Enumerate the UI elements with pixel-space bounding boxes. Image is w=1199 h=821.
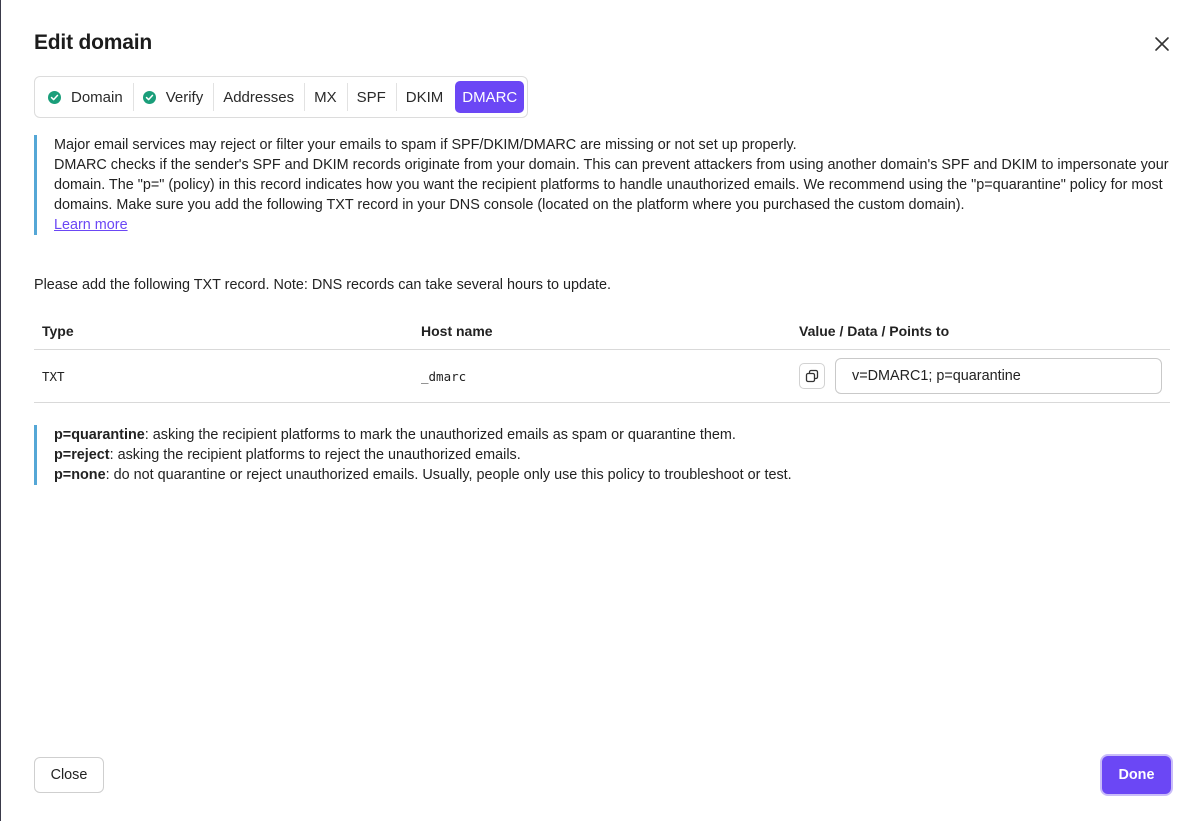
dmarc-info-callout bbox=[34, 135, 1169, 235]
tab-spf[interactable] bbox=[347, 81, 396, 113]
close-icon[interactable] bbox=[1151, 33, 1173, 55]
tab-label: Domain bbox=[71, 88, 123, 106]
check-circle-icon bbox=[48, 91, 61, 104]
tab-dkim[interactable] bbox=[396, 81, 454, 113]
step-tabs bbox=[34, 76, 528, 118]
info-text: Major email services may reject or filter your emails to spam if SPF/DKIM/DMARC are missing or not set up properly. bbox=[54, 137, 797, 153]
policy-desc: : do not quarantine or reject unauthorized emails. Usually, people only use this policy to troubleshoot or test. bbox=[105, 467, 792, 483]
tab-label: Addresses bbox=[223, 88, 295, 106]
close-button[interactable]: Close bbox=[34, 757, 104, 793]
record-type: TXT bbox=[42, 368, 65, 384]
table-row bbox=[34, 350, 1170, 403]
tab-label: DKIM bbox=[405, 88, 444, 106]
column-header-type: Type bbox=[42, 323, 74, 339]
policy-desc: : asking the recipient platforms to reject the unauthorized emails. bbox=[109, 447, 521, 463]
column-header-value: Value / Data / Points to bbox=[799, 323, 950, 339]
check-circle-icon bbox=[143, 91, 156, 104]
policy-key: p=reject bbox=[54, 447, 110, 463]
tab-domain[interactable] bbox=[38, 81, 133, 113]
policy-item bbox=[54, 445, 1169, 465]
record-host: _dmarc bbox=[421, 368, 467, 384]
done-button[interactable]: Done bbox=[1102, 756, 1171, 794]
policy-callout bbox=[34, 425, 1169, 485]
tab-label: Verify bbox=[165, 88, 204, 106]
tab-dmarc[interactable] bbox=[455, 81, 524, 113]
column-header-host: Host name bbox=[421, 323, 493, 339]
dns-record-table bbox=[34, 313, 1170, 403]
record-value-field[interactable] bbox=[835, 358, 1162, 394]
table-header bbox=[34, 313, 1170, 350]
policy-desc: : asking the recipient platforms to mark the unauthorized emails as spam or quarantine them. bbox=[144, 427, 736, 443]
dns-note: Please add the following TXT record. Note: DNS records can take several hours to update. bbox=[34, 277, 612, 293]
copy-icon bbox=[805, 369, 819, 383]
copy-button[interactable] bbox=[799, 363, 825, 389]
policy-item bbox=[54, 465, 1169, 485]
tab-verify[interactable] bbox=[133, 81, 214, 113]
dialog-title: Edit domain bbox=[34, 31, 152, 54]
record-value-cell bbox=[791, 358, 1170, 394]
policy-key: p=none bbox=[54, 467, 106, 483]
policy-key: p=quarantine bbox=[54, 427, 145, 443]
info-text: DMARC checks if the sender's SPF and DKIM records originate from your domain. This can prevent attackers from using another domain's SPF and DKIM to impersonate your domain. The "p=" (policy) in this record indicates how you want the recipient platforms to handle unauthorized emails. We recommend using the "p=quarantine" policy for most domains. Make sure you add the following TXT record in your DNS console (located on the platform where you purchased the custom domain). bbox=[54, 157, 1169, 213]
tab-mx[interactable] bbox=[304, 81, 347, 113]
learn-more-link[interactable]: Learn more bbox=[54, 217, 128, 233]
tab-label: MX bbox=[314, 88, 337, 106]
tab-label: DMARC bbox=[462, 88, 518, 106]
policy-item bbox=[54, 425, 1169, 445]
tab-label: SPF bbox=[356, 88, 386, 106]
tab-addresses[interactable] bbox=[213, 81, 304, 113]
